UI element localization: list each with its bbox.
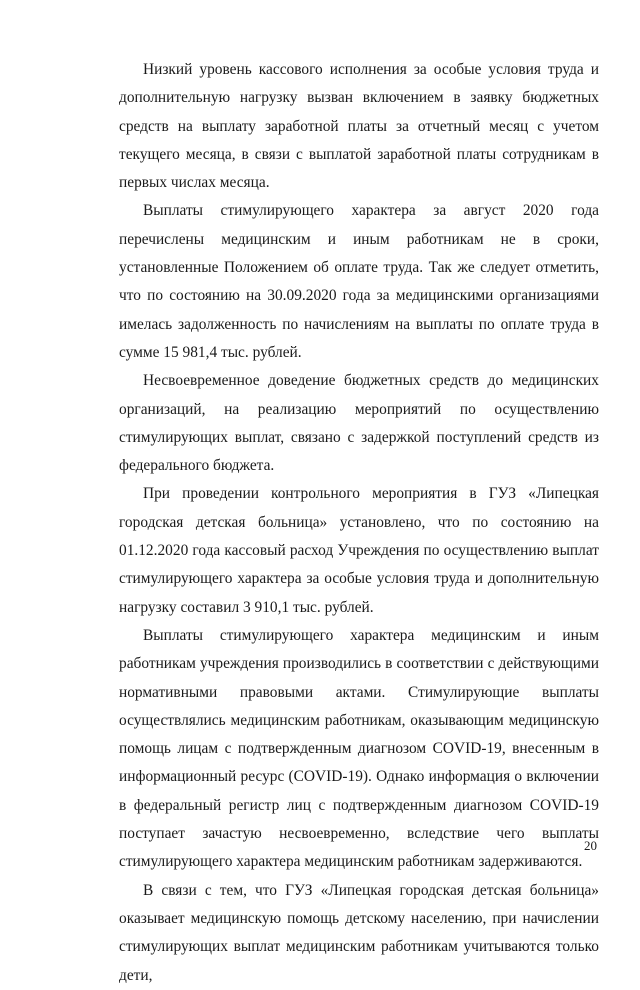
paragraph-3: Несвоевременное доведение бюджетных средств до медицинских организаций, на реализацию мероприятий по осуществлению стимулирующих выплат, связано с задержкой поступлений средств из федерального бюджета. — [119, 372, 599, 475]
paragraph-6: В связи с тем, что ГУЗ «Липецкая городская детская больница» оказывает медицинскую помощь детскому населению, при начислении стимулирующих выплат медицинским работникам учитываются только дети, — [119, 881, 599, 984]
body-text — [119, 56, 599, 990]
page-number: 20 — [584, 838, 597, 853]
paragraph-4: При проведении контрольного мероприятия в ГУЗ «Липецкая городская детская больница» установлено, что по состоянию на 01.12.2020 года кассовый расход Учреждения по осуществлению выплат стимулирующего характера за особые условия труда и дополнительную нагрузку составил 3 910,1 тыс. рублей. — [119, 485, 599, 616]
paragraph-1: Низкий уровень кассового исполнения за особые условия труда и дополнительную нагрузку вызван включением в заявку бюджетных средств на выплату заработной платы за отчетный месяц с учетом текущего месяца, в связи с выплатой заработной платы сотрудникам в первых числах месяца. — [119, 61, 599, 192]
paragraph-5: Выплаты стимулирующего характера медицинским и иным работникам учреждения производились в соответствии с действующими нормативными правовыми актами. Стимулирующие выплаты осуществлялись медицинским работникам, оказывающим медицинскую помощь лицам с подтвержденным диагнозом COVID-19, внесенным в информационный ресурс (COVID-19). Однако информация о включении в федеральный регистр лиц с подтвержденным диагнозом COVID-19 поступает зачастую несвоевременно, вследствие чего выплаты стимулирующего характера медицинским работникам задерживаются. — [119, 626, 599, 871]
paragraph-2: Выплаты стимулирующего характера за август 2020 года перечислены медицинским и иным работникам не в сроки, установленные Положением об оплате труда. Так же следует отметить, что по состоянию на 30.09.2020 года за медицинскими организациями имелась задолженность по начислениям на выплаты по оплате труда в сумме 15 981,4 тыс. рублей. — [119, 202, 599, 361]
